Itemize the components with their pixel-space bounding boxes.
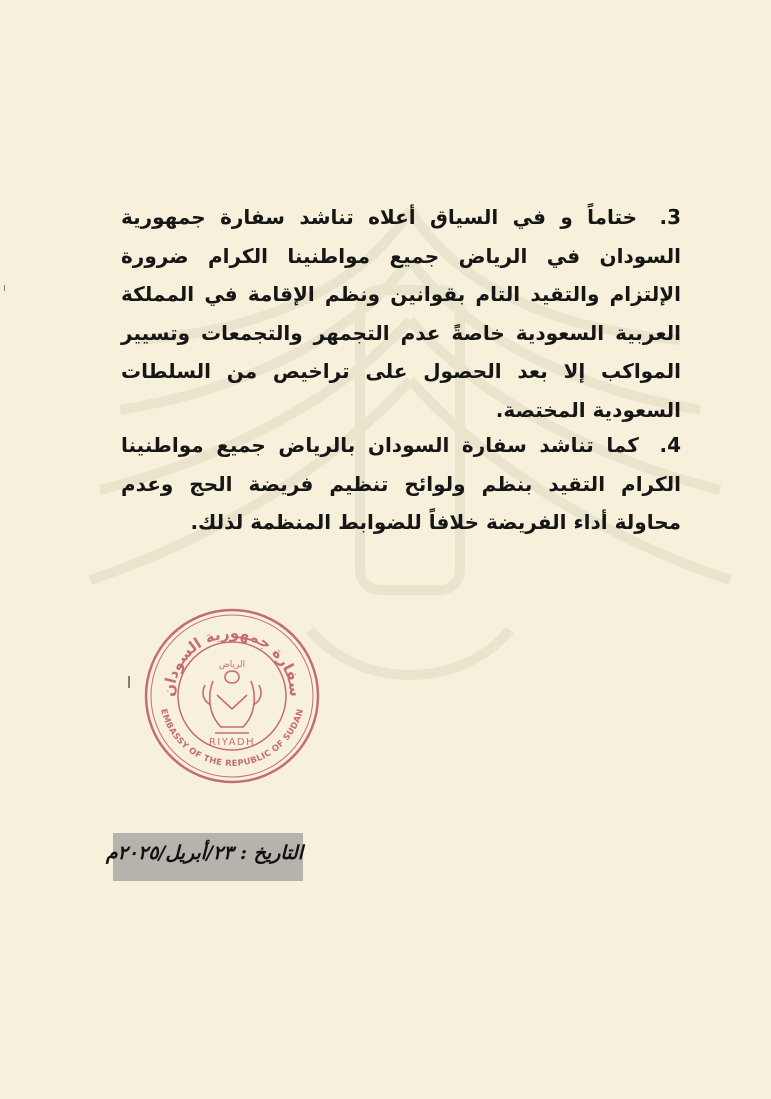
paragraph-4-text: كما تناشد سفارة السودان بالرياض جميع مواطنينا الكرام التقيد بنظم ولوائح تنظيم فريضة الحج وعدم محاولة أداء الفريضة خلافاً للضوابط المنظمة لذلك.: [121, 433, 681, 534]
date-text: التاريخ : ٢٣/أبريل/٢٠٢٥م: [105, 842, 303, 864]
secretary-bird-icon: [203, 671, 261, 733]
seal-center-text: الرياض: [218, 660, 246, 670]
seal-bottom-text: EMBASSY OF THE REPUBLIC OF SUDAN: [157, 707, 307, 770]
seal-top-text: سفارة جمهورية السودان: [159, 623, 305, 698]
paragraph-3-text: ختاماً و في السياق أعلاه تناشد سفارة جمهورية السودان في الرياض جميع مواطنينا الكرام ضرورة الإلتزام والتقيد التام بقوانين ونظم الإقامة في المملكة العربية السعودية خاصةً عدم التجمهر والتجمعات وتسيير المواكب إلا بعد الحصول على تراخيص من السلطات السعودية المختصة.: [121, 205, 681, 422]
paragraph-3: [121, 198, 681, 429]
paragraph-4: [121, 426, 681, 542]
embassy-seal: [141, 605, 323, 787]
scan-speck: [128, 676, 130, 688]
date-stamp: [105, 833, 303, 881]
paragraph-3-number: 3.: [659, 205, 681, 229]
scan-speck: [4, 285, 5, 291]
seal-city-text: RIYADH: [208, 737, 256, 748]
paragraph-4-number: 4.: [659, 433, 681, 457]
